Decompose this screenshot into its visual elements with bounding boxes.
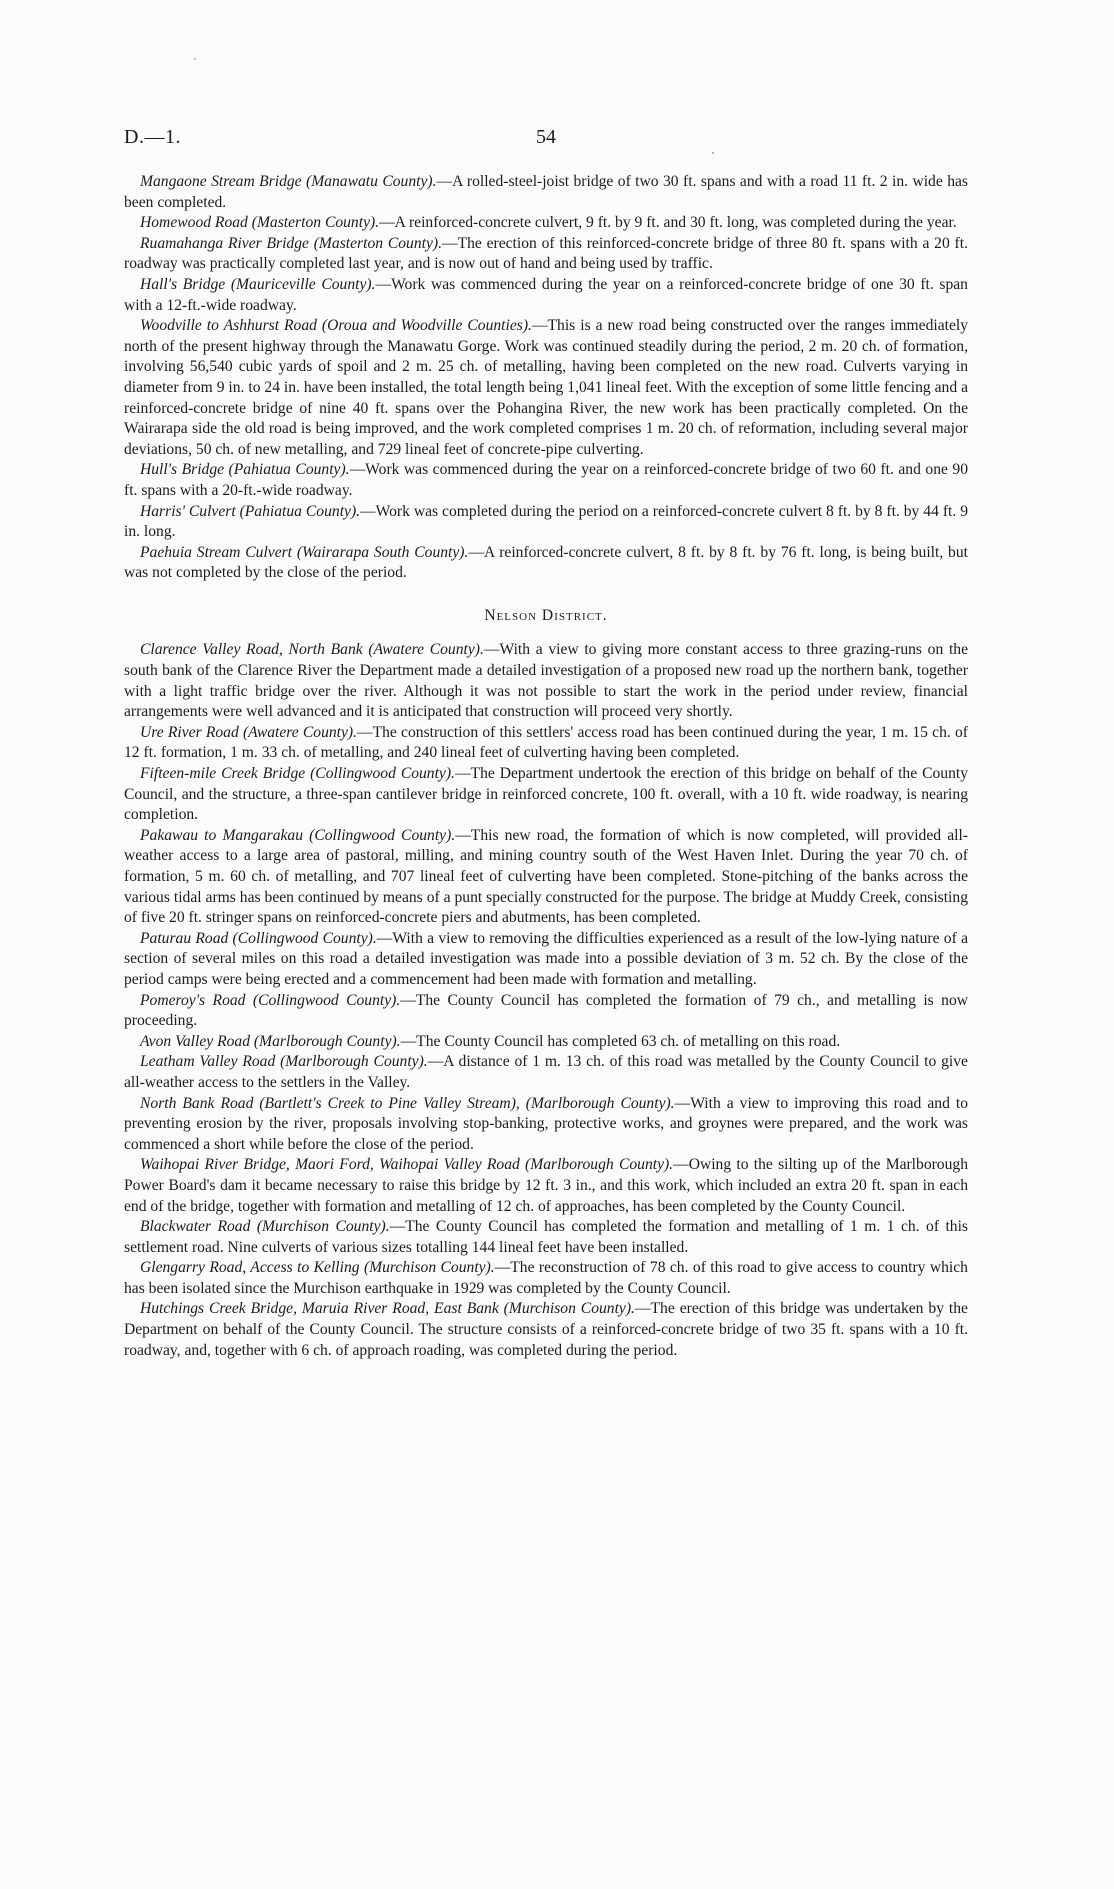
paragraph [124,640,968,722]
paragraph [124,1052,968,1093]
paragraph-text: —A reinforced-concrete culvert, 9 ft. by 9 ft. and 30 ft. long, was completed during the year. [379,214,957,232]
paragraph [124,1155,968,1217]
paragraph-text: —The County Council has completed the formation of 79 ch., and metalling is now proceeding. [124,991,968,1030]
paragraph [124,826,968,929]
paragraph-heading: Pomeroy's Road (Collingwood County). [140,991,401,1009]
paragraph [124,764,968,826]
paragraph-text: —The construction of this settlers' access road has been continued during the year, 1 m. 15 ch. of 12 ft. formation, 1 m. 33 ch. of metalling, and 240 lineal feet of culverting having been completed. [124,723,968,762]
paragraph-heading: Avon Valley Road (Marlborough County). [140,1032,401,1050]
paragraph [124,1094,968,1156]
paragraph [124,723,968,764]
paragraph-text: —This is a new road being constructed over the ranges immediately north of the present highway through the Manawatu Gorge. Work was continued steadily during the period, 2 m. 20 ch. of formation, involving 56,540 cubic yards of spoil and 2 m. 25 ch. of metalling, having been completed on the new road. Culverts varying in diameter from 9 in. to 24 in. have been installed, the total length being 1,041 lineal feet. With the exception of some little fencing and a reinforced-concrete bridge of nine 40 ft. spans over the Pohangina River, the new work has been practically completed. On the Wairarapa side the old road is being improved, and the work completed comprises 1 m. 20 ch. of reformation, including several major deviations, 50 ch. of new metalling, and 729 lineal feet of concrete-pipe culverting. [124,317,968,458]
paragraph [124,1217,968,1258]
paragraph-heading: Ruamahanga River Bridge (Masterton County). [140,234,442,252]
nelson-district-section [124,640,968,1361]
paragraph [124,502,968,543]
paragraph-text: —A distance of 1 m. 13 ch. of this road was metalled by the County Council to give all-weather access to the settlers in the Valley. [124,1053,968,1091]
paragraph-text: —Work was commenced during the year on a reinforced-concrete bridge of one 30 ft. span with a 12-ft.-wide roadway. [124,275,968,314]
body-text [124,172,968,1361]
paragraph [124,1299,968,1361]
paragraph-heading: Paturau Road (Collingwood County). [140,929,377,947]
page-header [124,126,968,154]
paragraph-heading: Homewood Road (Masterton County). [140,214,380,232]
paragraph-text: —The County Council has completed 63 ch. of metalling on this road. [400,1032,841,1050]
paragraph-heading: Mangaone Stream Bridge (Manawatu County). [140,173,437,190]
paragraph [124,460,968,501]
paragraph [124,234,968,275]
paragraph [124,543,968,584]
paragraph [124,316,968,460]
paragraph-text: —Work was commenced during the year on a reinforced-concrete bridge of two 60 ft. and one 90 ft. spans with a 20-ft.-wide roadway. [124,461,968,499]
paragraph-text: —With a view to improving this road and to preventing erosion by the river, proposals involving stop-banking, protective works, and groynes were prepared, and the work was commenced a short while before the close of the period. [124,1094,969,1153]
scan-speck [194,58,196,60]
paragraph-heading: Paehuia Stream Culvert (Wairarapa South County). [140,543,469,561]
paragraph-text: —A reinforced-concrete culvert, 8 ft. by 8 ft. by 76 ft. long, is being built, but was not completed by the close of the period. [124,543,968,582]
section-heading-nelson: Nelson District. [484,606,608,624]
paragraph-heading: Woodville to Ashhurst Road (Oroua and Woodville Counties). [140,317,532,335]
paragraph-heading: Hutchings Creek Bridge, Maruia River Road, East Bank (Murchison County). [140,1300,635,1318]
paragraph [124,275,968,316]
paragraph-heading: Fifteen-mile Creek Bridge (Collingwood County). [140,765,455,783]
page-number: 54 [536,126,556,148]
paragraph-heading: Glengarry Road, Access to Kelling (Murchison County). [140,1259,495,1277]
paragraph [124,929,968,991]
paragraph-text: —With a view to giving more constant access to three grazing-runs on the south bank of the Clarence River the Department made a detailed investigation of a proposed new road up the northern bank, together with a light traffic bridge over the river. Although it was not possible to start the work in the period under review, financial arrangements were well advanced and it is anticipated that construction will proceed very shortly. [124,641,969,721]
paragraph-text: —The Department undertook the erection of this bridge on behalf of the County Council, and the structure, a three-span cantilever bridge in reinforced concrete, 100 ft. overall, with a 10 ft. wide roadway, is nearing completion. [124,765,968,824]
manawatu-wairarapa-section [124,172,968,584]
paragraph-heading: Hull's Bridge (Pahiatua County). [140,461,350,479]
paragraph [124,1258,968,1299]
paragraph [124,213,968,234]
paragraph-heading: Pakawau to Mangarakau (Collingwood County). [140,826,456,844]
paragraph-text: —The County Council has completed the formation and metalling of 1 m. 1 ch. of this settlement road. Nine culverts of various sizes totalling 144 lineal feet have been installed. [124,1218,968,1256]
paragraph [124,991,968,1032]
paragraph-text: —This new road, the formation of which is now completed, will provided all-weather access to a large area of pastoral, milling, and mining country south of the West Haven Inlet. During the year 70 ch. of formation, 5 m. 60 ch. of metalling, and 707 lineal feet of culverting have been completed. Stone-pitching of the banks across the various tidal arms has been continued by means of a punt specially constructed for the purpose. The bridge at Muddy Creek, consisting of five 20 ft. stringer spans on reinforced-concrete piers and abutments, has been completed. [124,826,968,927]
document-reference: D.—1. [124,126,181,148]
paragraph-heading: Harris' Culvert (Pahiatua County). [140,502,361,520]
paragraph-heading: Hall's Bridge (Mauriceville County). [140,275,376,293]
paragraph-heading: Blackwater Road (Murchison County). [140,1218,390,1236]
paragraph-heading: North Bank Road (Bartlett's Creek to Pine Valley Stream), (Marlborough County). [140,1094,675,1112]
paragraph-heading: Ure River Road (Awatere County). [140,723,358,741]
paragraph-text: —The reconstruction of 78 ch. of this road to give access to country which has been isolated since the Murchison earthquake in 1929 was completed by the County Council. [124,1259,968,1297]
paragraph-text: —The erection of this bridge was undertaken by the Department on behalf of the County Council. The structure consists of a reinforced-concrete bridge of two 35 ft. spans with a 10 ft. roadway, and, together with 6 ch. of approach roading, was completed during the period. [124,1300,968,1359]
paragraph-text: —The erection of this reinforced-concrete bridge of three 80 ft. spans with a 20 ft. roadway was practically completed last year, and is now out of hand and being used by traffic. [124,234,968,273]
paragraph-text: —A rolled-steel-joist bridge of two 30 ft. spans and with a road 11 ft. 2 in. wide has been completed. [124,173,968,211]
paragraph-heading: Waihopai River Bridge, Maori Ford, Waihopai Valley Road (Marlborough County). [140,1156,674,1174]
paragraph-heading: Clarence Valley Road, North Bank (Awatere County). [140,641,484,659]
paragraph-text: —Owing to the silting up of the Marlborough Power Board's dam it became necessary to raise this bridge by 12 ft. 3 in., and this work, which included an extra 20 ft. span in each end of the bridge, together with formation and metalling of 12 ch. of approaches, has been completed by the County Council. [124,1156,968,1215]
paragraph-text: —With a view to removing the difficulties experienced as a result of the low-lying nature of a section of several miles on this road a detailed investigation was made into a possible deviation of 3 m. 52 ch. By the close of the period camps were being erected and a commencement had been made with formation and metalling. [124,929,968,988]
paragraph [124,1032,968,1053]
paragraph [124,172,968,213]
paragraph-heading: Leatham Valley Road (Marlborough County). [140,1053,428,1071]
paragraph-text: —Work was completed during the period on a reinforced-concrete culvert 8 ft. by 8 ft. by 44 ft. 9 in. long. [124,502,968,541]
